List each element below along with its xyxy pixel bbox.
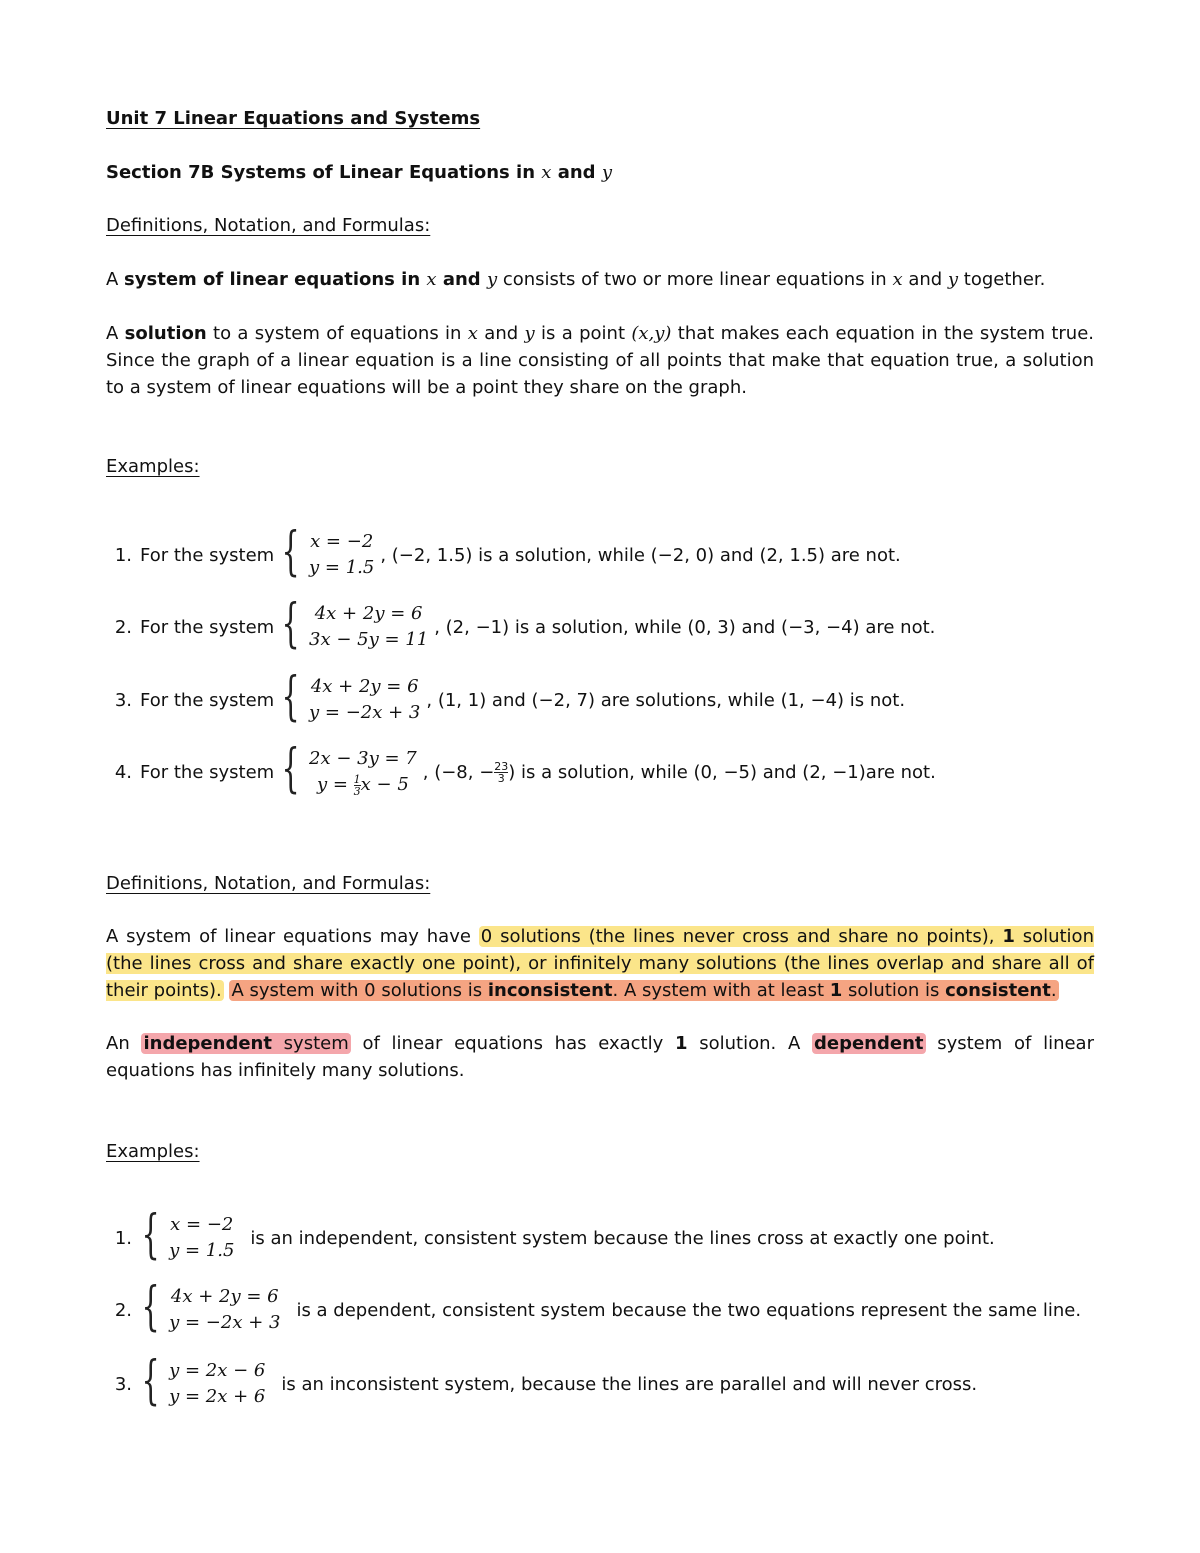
definition-dependence: An independent system of linear equations has exactly 1 solution. A dependent system of linear equations has infinitely many solutions. <box>106 1033 1094 1081</box>
example-item: 3. { y = 2x − 6 y = 2x + 6 is an inconsistent system, because the lines are parallel and will never cross. <box>114 1351 978 1411</box>
definition-consistency: A system of linear equations may have 0 solutions (the lines never cross and share no points), 1 solution (the lines cross and share exactly one point), or infinitely many solutions (the lines overlap and share all of their points). A system with 0 solutions is inconsistent. A system with at least 1 solution is consistent. <box>106 926 1094 1001</box>
definition-solution: A solution to a system of equations in x and y is a point (x,y) that makes each equation in the system true. Since the graph of a linear equation is a line consisting of all points that make that equation true, a solution to a system of linear equations will be a point they share on the graph. <box>106 323 1095 398</box>
example-item: 2. { 4x + 2y = 6 y = −2x + 3 is a dependent, consistent system because the two equations represent the same line. <box>114 1277 1082 1337</box>
definitions-heading-2: Definitions, Notation, and Formulas: <box>106 873 431 894</box>
definitions-heading: Definitions, Notation, and Formulas: <box>106 215 431 236</box>
unit-title: Unit 7 Linear Equations and Systems <box>106 108 481 129</box>
example-item: 4. For the system { 2x − 3y = 7 y = $\frac{1}{3}$ x − 5 , (−8, − $\frac{23}{3}$ ) is a solution, while (0, −5) and (2, −1)are not. <box>114 739 936 799</box>
example-item: 3. For the system { 4x + 2y = 6 y = −2x + 3 , (1, 1) and (−2, 7) are solutions, while (1, −4) is not. <box>114 667 906 727</box>
section-title: Section 7B Systems of Linear Equations in x and y <box>106 162 612 183</box>
example-item: 1. For the system { x = −2 y = 1.5 , (−2, 1.5) is a solution, while (−2, 0) and (2, 1.5) are not. <box>114 522 901 582</box>
examples-heading: Examples: <box>106 456 200 477</box>
definition-system: A system of linear equations in x and y consists of two or more linear equations in x and y together. <box>106 269 1046 290</box>
examples-heading-2: Examples: <box>106 1141 200 1162</box>
example-item: 2. For the system { 4x + 2y = 6 3x − 5y = 11 , (2, −1) is a solution, while (0, 3) and (−3, −4) are not. <box>114 594 936 654</box>
example-item: 1. { x = −2 y = 1.5 is an independent, consistent system because the lines cross at exactly one point. <box>114 1205 995 1265</box>
